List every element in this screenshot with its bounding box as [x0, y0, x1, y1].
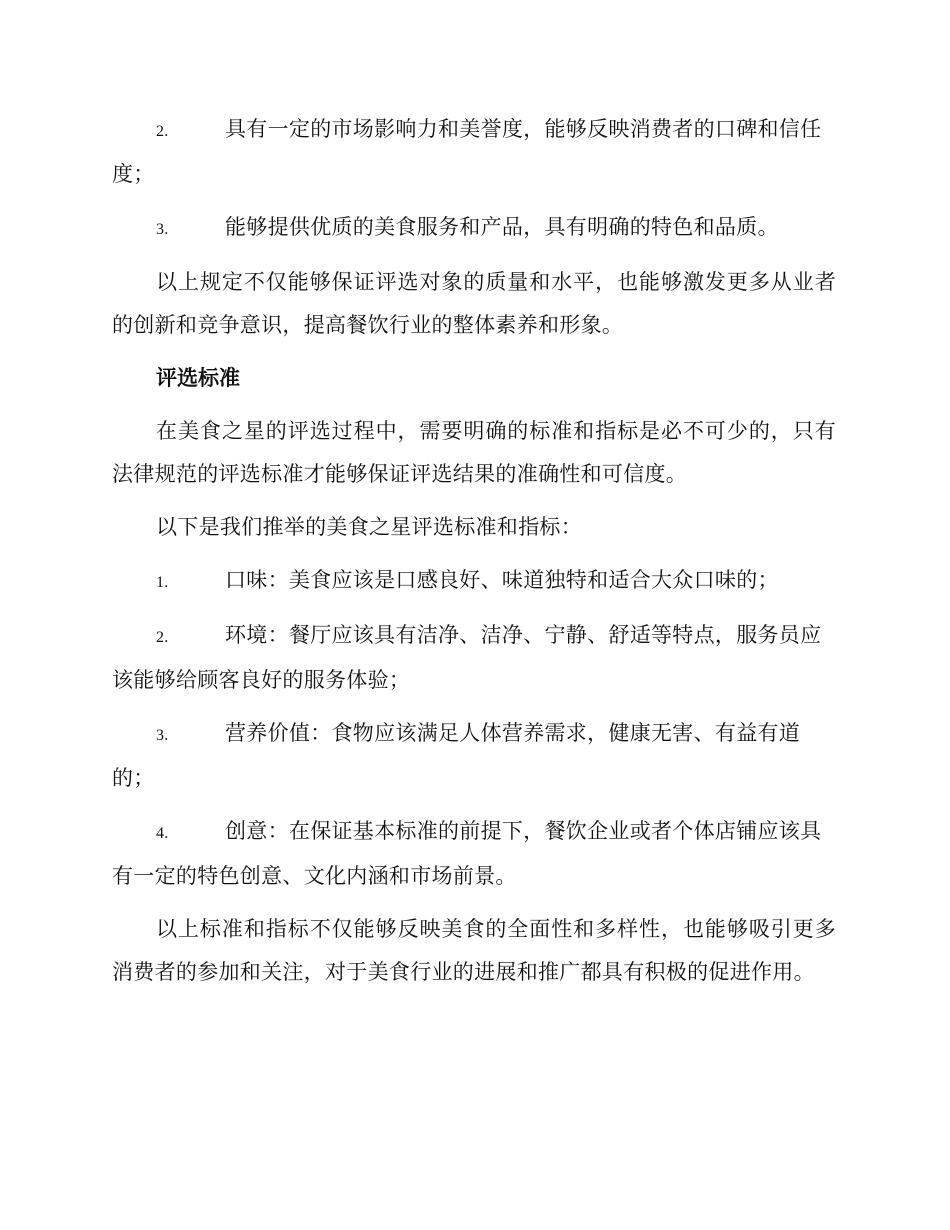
list-item-number: 2.: [156, 123, 169, 140]
list-item-text: 能够提供优质的美食服务和产品，具有明确的特色和品质。: [225, 215, 779, 239]
paragraph: 在美食之星的评选过程中，需要明确的标准和指标是必不可少的，只有法律规范的评选标准才能够保证评选结果的准确性和可信度。: [112, 419, 836, 486]
paragraph: 以上标准和指标不仅能够反映美食的全面性和多样性，也能够吸引更多消费者的参加和关注，对于美食行业的进展和推广都具有积极的促进作用。: [112, 917, 836, 984]
list-item: [112, 559, 836, 604]
list-item: [112, 810, 836, 898]
list-item-number: 1.: [156, 574, 169, 591]
section-heading: 评选标准: [156, 366, 240, 390]
list-item-number: 3.: [156, 221, 169, 238]
list-item-number: 4.: [156, 825, 169, 842]
list-item-text: 创意：在保证基本标准的前提下，餐饮企业或者个体店铺应该具有一定的特色创意、文化内涵和市场前景。: [112, 819, 822, 888]
list-item-number: 3.: [156, 727, 169, 744]
list-item-text: 营养价值：食物应该满足人体营养需求，健康无害、有益有道的；: [112, 721, 801, 790]
list-item-text: 口味：美食应该是口感良好、味道独特和适合大众口味的；: [225, 568, 779, 592]
list-item-text: 具有一定的市场影响力和美誉度，能够反映消费者的口碑和信任度；: [112, 117, 822, 186]
document-page: [112, 108, 836, 1004]
paragraph: 以上规定不仅能够保证评选对象的质量和水平，也能够激发更多从业者的创新和竞争意识，提高餐饮行业的整体素养和形象。: [112, 270, 836, 337]
list-item-number: 2.: [156, 629, 169, 646]
list-item-text: 环境：餐厅应该具有洁净、洁净、宁静、舒适等特点，服务员应该能够给顾客良好的服务体验；: [112, 623, 822, 692]
list-item: [112, 614, 836, 702]
paragraph: 以下是我们推举的美食之星评选标准和指标：: [156, 515, 582, 539]
list-item: [112, 712, 836, 800]
list-item: [112, 108, 836, 196]
list-item: [112, 206, 836, 251]
